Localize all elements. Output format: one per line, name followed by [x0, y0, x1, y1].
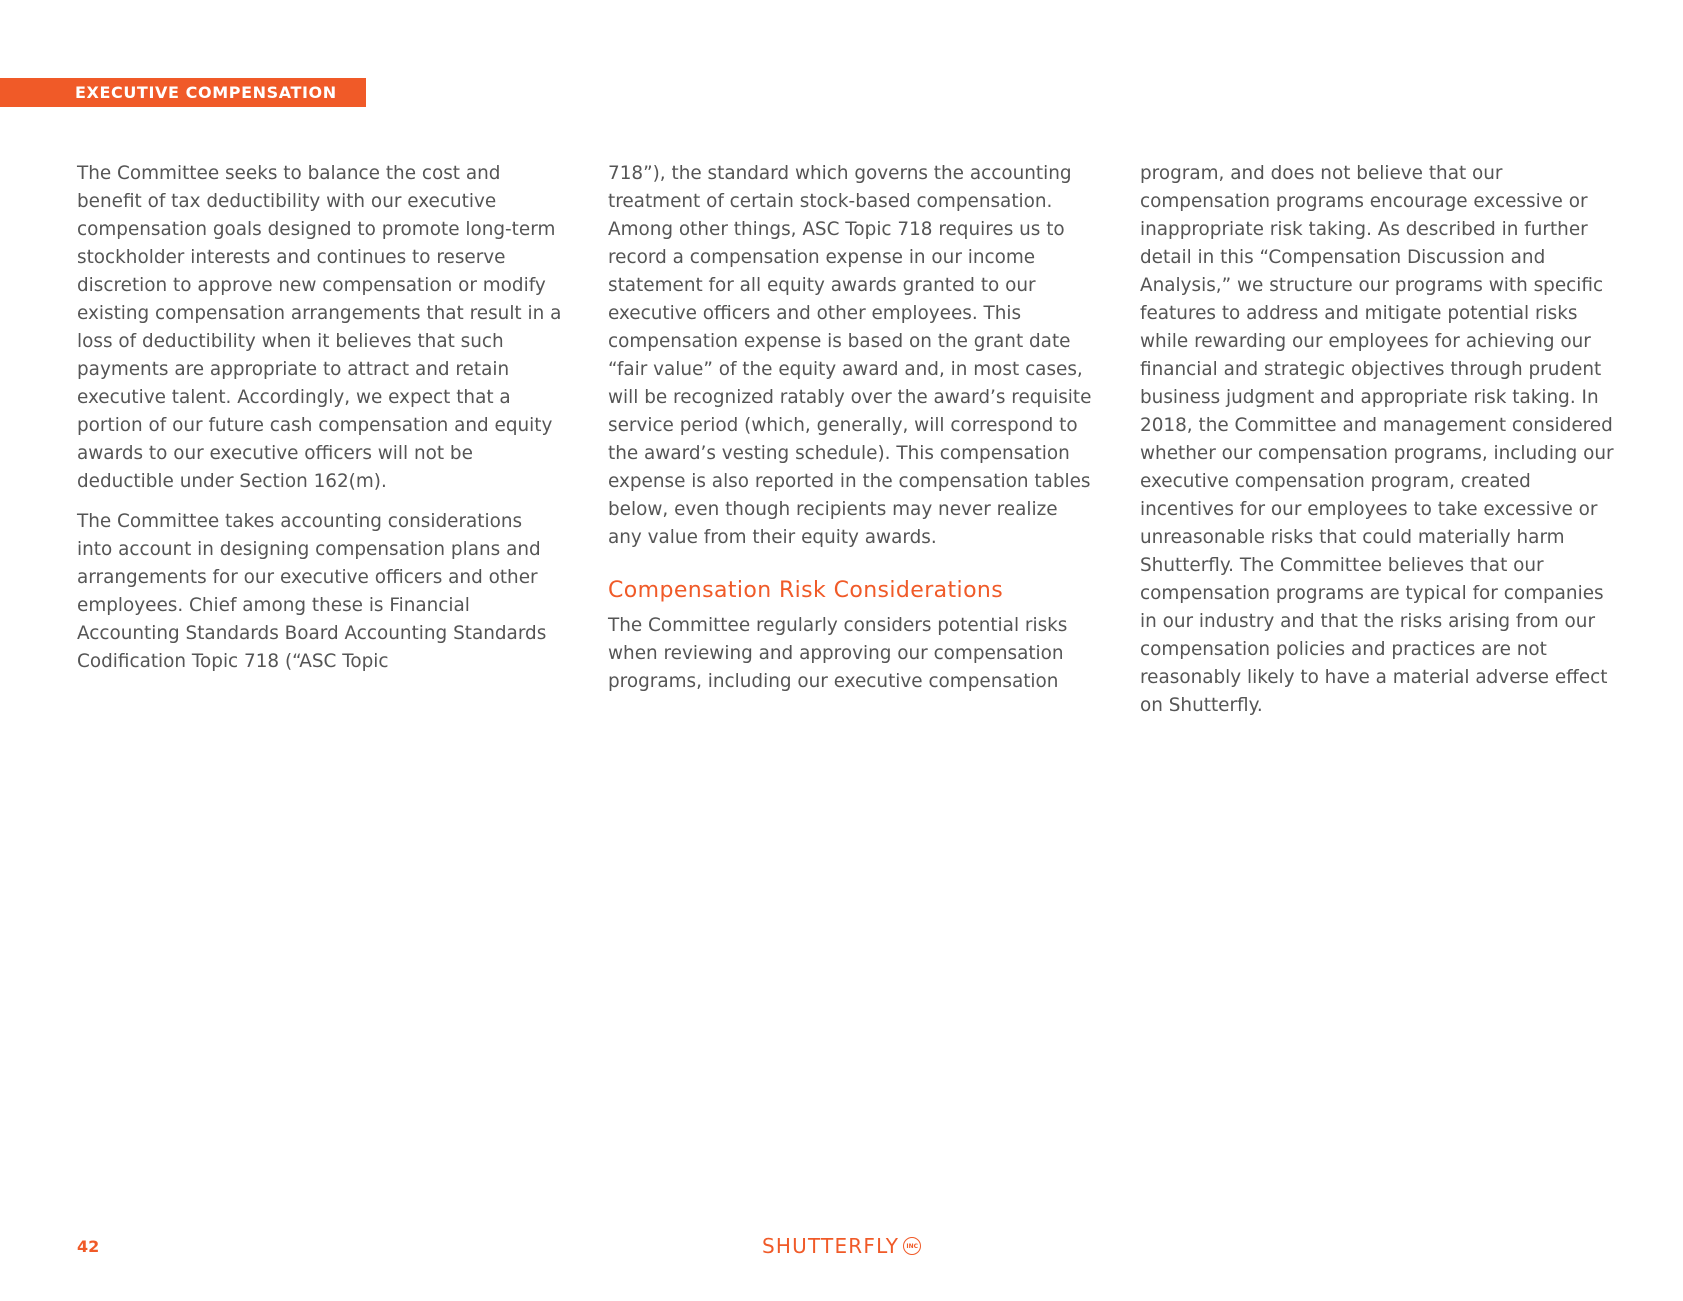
paragraph-accounting-considerations: The Committee takes accounting considerations into account in designing compensation plans and arrangements for our executive officers and other employees. Chief among these is Financial Accounting Standards Board Accounting Standards Codification Topic 718 (“ASC Topic — [77, 511, 547, 672]
paragraph-tax-deductibility: The Committee seeks to balance the cost and benefit of tax deductibility with our executive compensation goals designed to promote long-term stockholder interests and continues to reserve discretion to approve new compensation or modify existing compensation arrangements that result in a loss of deductibility when it believes that such payments are appropriate to attract and retain executive talent. Accordingly, we expect that a portion of our future cash compensation and equity awards to our executive officers will not be deductible under Section 162(m). — [77, 163, 562, 492]
paragraph-risk-assessment: program, and does not believe that our compensation programs encourage excessive or inappropriate risk taking. As described in further detail in this “Compensation Discussion and Analysis,” we structure our programs with specific features to address and mitigate potential risks while rewarding our employees for achieving our financial and strategic objectives through prudent business judgment and appropriate risk taking. In 2018, the Committee and management considered whether our compensation programs, including our executive compensation program, created incentives for our employees to take excessive or unreasonable risks that could materially harm Shutterfly. The Committee believes that our compensation programs are typical for companies in our industry and that the risks arising from our compensation policies and practices are not reasonably likely to have a material adverse effect on Shutterfly. — [1140, 163, 1614, 716]
paragraph-asc-topic-718: 718”), the standard which governs the accounting treatment of certain stock-based compensation. Among other things, ASC Topic 718 requires us to record a compensation expense in our income statement for all equity awards granted to our executive officers and other employees. This compensation expense is based on the grant date “fair value” of the equity award and, in most cases, will be recognized ratably over the award’s requisite service period (which, generally, will correspond to the award’s vesting schedule). This compensation expense is also reported in the compensation tables below, even though recipients may never realize any value from their equity awards. — [608, 163, 1092, 548]
text-column-1 — [77, 160, 563, 688]
text-column-3 — [1140, 160, 1626, 732]
brand-logo — [762, 1234, 921, 1258]
brand-wordmark: SHUTTERFLY — [762, 1234, 900, 1258]
section-label: EXECUTIVE COMPENSATION — [75, 83, 337, 102]
heading-compensation-risk: Compensation Risk Considerations — [608, 578, 1004, 603]
page-number: 42 — [77, 1237, 100, 1256]
brand-inc-circle-icon: INC — [903, 1237, 921, 1255]
section-banner — [0, 78, 366, 107]
text-column-2 — [608, 160, 1094, 708]
paragraph-risk-intro: The Committee regularly considers potential risks when reviewing and approving our compensation programs, including our executive compensation — [608, 615, 1068, 692]
